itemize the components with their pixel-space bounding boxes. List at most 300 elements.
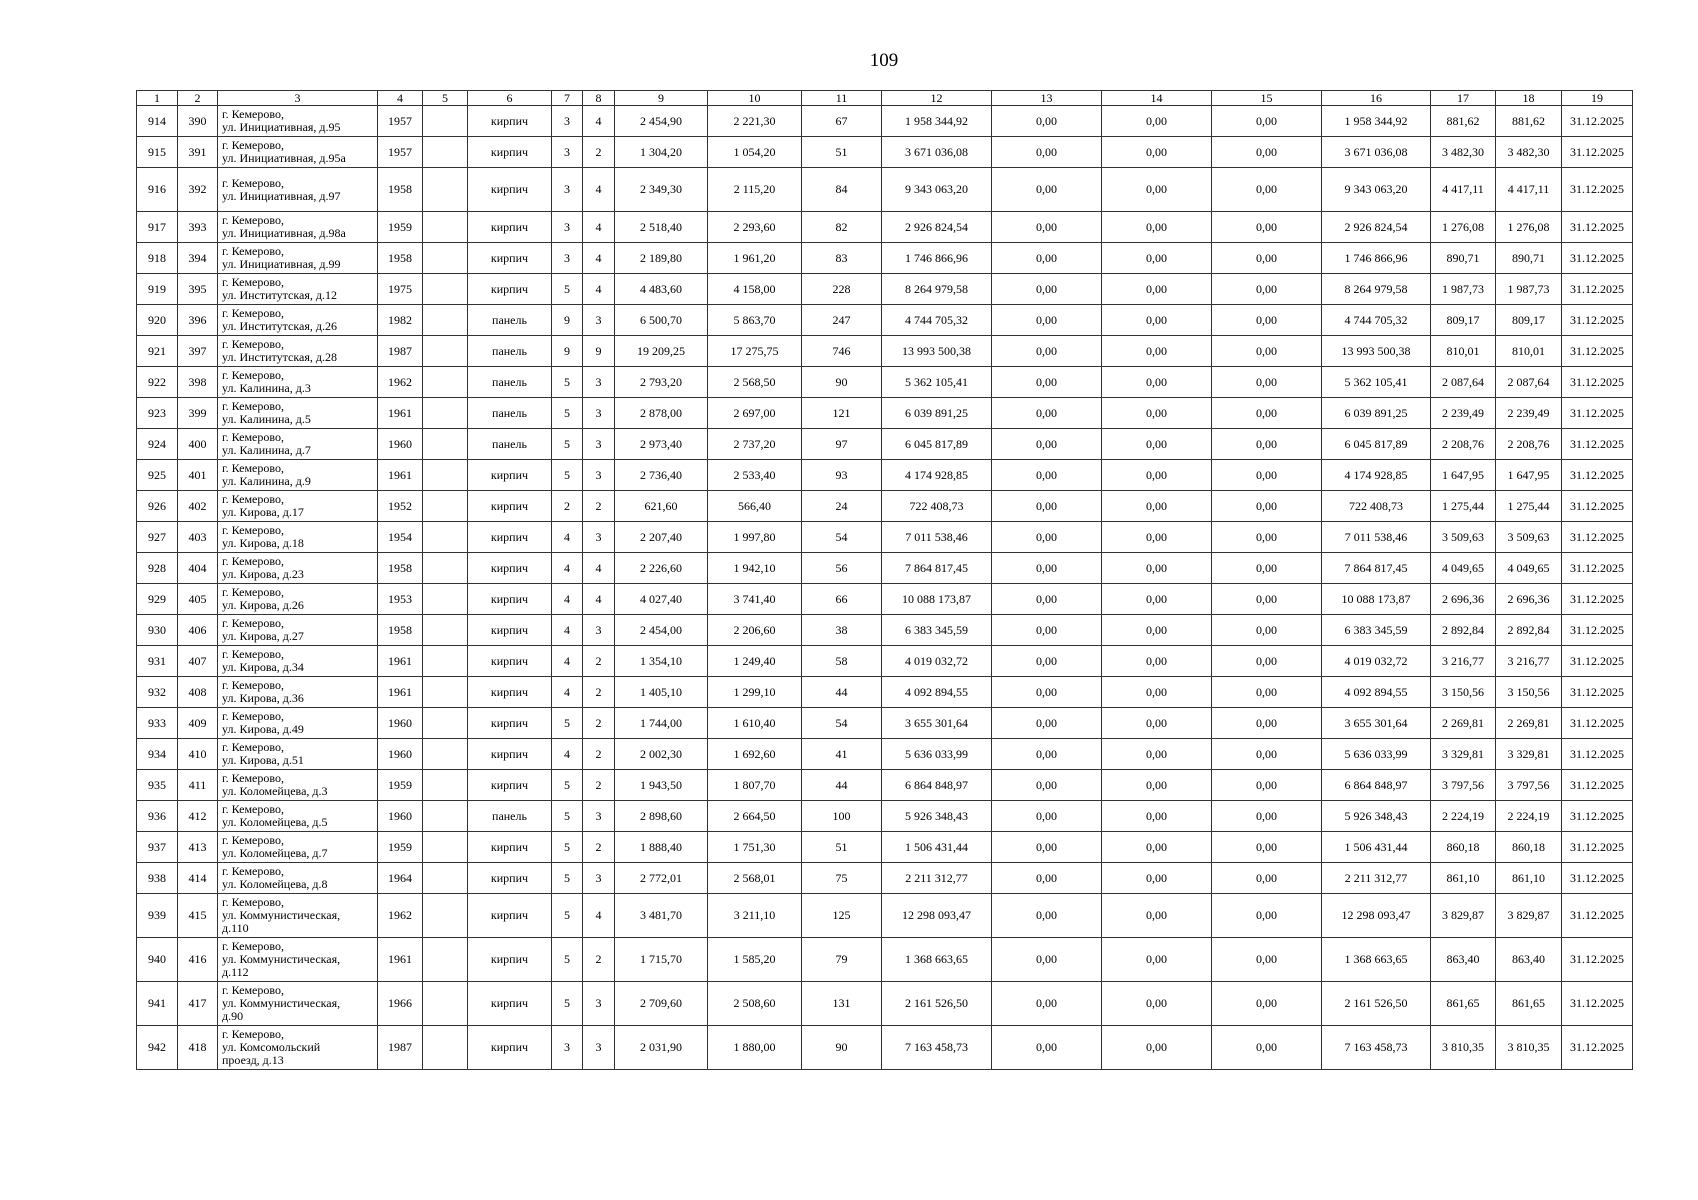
cell-cost-owners: 7 163 458,73 — [1322, 1026, 1431, 1070]
cell-item-id: 413 — [178, 832, 218, 863]
cell-address — [218, 832, 378, 863]
cell-wall-material: кирпич — [468, 770, 552, 801]
cell-year-built: 1962 — [378, 367, 423, 398]
table-row — [137, 137, 1633, 168]
cell-total-area: 2 454,00 — [615, 615, 708, 646]
cell-wall-material: кирпич — [468, 863, 552, 894]
column-header-6: 6 — [468, 91, 552, 106]
cell-cost-federal: 0,00 — [992, 708, 1102, 739]
cell-wall-material: кирпич — [468, 832, 552, 863]
cell-wall-material: кирпич — [468, 938, 552, 982]
cell-limit-per-sqm: 890,71 — [1496, 243, 1562, 274]
column-header-14: 14 — [1102, 91, 1212, 106]
cell-deadline: 31.12.2025 — [1562, 553, 1633, 584]
cell-row-number: 919 — [137, 274, 178, 305]
cell-living-area: 1 585,20 — [708, 938, 802, 982]
address-city: г. Кемерово, — [222, 771, 284, 785]
cell-entrances: 9 — [583, 336, 615, 367]
cell-residents: 84 — [802, 168, 882, 212]
cell-entrances: 3 — [583, 615, 615, 646]
table-row — [137, 429, 1633, 460]
cell-item-id: 408 — [178, 677, 218, 708]
cell-residents: 44 — [802, 677, 882, 708]
cell-residents: 66 — [802, 584, 882, 615]
cell-year-built: 1959 — [378, 770, 423, 801]
cell-cost-owners: 2 161 526,50 — [1322, 982, 1431, 1026]
cell-wall-material: кирпич — [468, 491, 552, 522]
cell-cost-per-sqm: 890,71 — [1431, 243, 1496, 274]
cell-address — [218, 336, 378, 367]
cell-cost-owners: 3 655 301,64 — [1322, 708, 1431, 739]
cell-deadline: 31.12.2025 — [1562, 708, 1633, 739]
cell-deadline: 31.12.2025 — [1562, 863, 1633, 894]
cell-cost-total: 1 958 344,92 — [882, 106, 992, 137]
cell-year-built: 1961 — [378, 938, 423, 982]
cell-col-5 — [423, 106, 468, 137]
cell-cost-local: 0,00 — [1212, 212, 1322, 243]
cell-cost-owners: 5 926 348,43 — [1322, 801, 1431, 832]
table-row — [137, 615, 1633, 646]
table-row — [137, 708, 1633, 739]
cell-col-5 — [423, 367, 468, 398]
cell-address — [218, 1026, 378, 1070]
cell-floors: 3 — [552, 212, 583, 243]
cell-residents: 83 — [802, 243, 882, 274]
cell-cost-per-sqm: 861,65 — [1431, 982, 1496, 1026]
cell-cost-owners: 5 362 105,41 — [1322, 367, 1431, 398]
cell-cost-per-sqm: 810,01 — [1431, 336, 1496, 367]
cell-cost-local: 0,00 — [1212, 522, 1322, 553]
address-street2: д.110 — [222, 921, 249, 935]
cell-deadline: 31.12.2025 — [1562, 212, 1633, 243]
cell-entrances: 3 — [583, 429, 615, 460]
cell-limit-per-sqm: 809,17 — [1496, 305, 1562, 336]
cell-total-area: 1 405,10 — [615, 677, 708, 708]
cell-cost-per-sqm: 3 509,63 — [1431, 522, 1496, 553]
cell-cost-per-sqm: 1 987,73 — [1431, 274, 1496, 305]
cell-total-area: 2 226,60 — [615, 553, 708, 584]
cell-total-area: 2 772,01 — [615, 863, 708, 894]
address-street2: д.90 — [222, 1009, 244, 1023]
cell-cost-owners: 4 019 032,72 — [1322, 646, 1431, 677]
address-street: ул. Кирова, д.27 — [222, 629, 304, 643]
cell-cost-owners: 2 926 824,54 — [1322, 212, 1431, 243]
cell-total-area: 6 500,70 — [615, 305, 708, 336]
cell-row-number: 923 — [137, 398, 178, 429]
cell-year-built: 1959 — [378, 832, 423, 863]
cell-item-id: 410 — [178, 739, 218, 770]
cell-limit-per-sqm: 2 208,76 — [1496, 429, 1562, 460]
cell-living-area: 1 942,10 — [708, 553, 802, 584]
cell-address — [218, 770, 378, 801]
cell-wall-material: кирпич — [468, 243, 552, 274]
cell-deadline: 31.12.2025 — [1562, 491, 1633, 522]
cell-cost-owners: 3 671 036,08 — [1322, 137, 1431, 168]
cell-wall-material: кирпич — [468, 553, 552, 584]
cell-residents: 131 — [802, 982, 882, 1026]
table-row — [137, 894, 1633, 938]
cell-cost-federal: 0,00 — [992, 584, 1102, 615]
cell-cost-owners: 2 211 312,77 — [1322, 863, 1431, 894]
cell-limit-per-sqm: 810,01 — [1496, 336, 1562, 367]
cell-residents: 93 — [802, 460, 882, 491]
cell-col-5 — [423, 708, 468, 739]
cell-cost-per-sqm: 4 417,11 — [1431, 168, 1496, 212]
cell-wall-material: кирпич — [468, 137, 552, 168]
cell-limit-per-sqm: 3 509,63 — [1496, 522, 1562, 553]
address-street: ул. Институтская, д.26 — [222, 319, 337, 333]
cell-cost-regional: 0,00 — [1102, 770, 1212, 801]
column-header-12: 12 — [882, 91, 992, 106]
cell-col-5 — [423, 305, 468, 336]
cell-cost-total: 7 163 458,73 — [882, 1026, 992, 1070]
cell-cost-local: 0,00 — [1212, 584, 1322, 615]
cell-year-built: 1958 — [378, 243, 423, 274]
address-street: ул. Кирова, д.34 — [222, 660, 304, 674]
cell-col-5 — [423, 584, 468, 615]
cell-deadline: 31.12.2025 — [1562, 646, 1633, 677]
cell-limit-per-sqm: 3 329,81 — [1496, 739, 1562, 770]
cell-total-area: 2 736,40 — [615, 460, 708, 491]
cell-cost-local: 0,00 — [1212, 1026, 1322, 1070]
cell-cost-local: 0,00 — [1212, 894, 1322, 938]
cell-cost-federal: 0,00 — [992, 646, 1102, 677]
cell-cost-local: 0,00 — [1212, 460, 1322, 491]
cell-limit-per-sqm: 4 417,11 — [1496, 168, 1562, 212]
cell-wall-material: кирпич — [468, 615, 552, 646]
cell-wall-material: кирпич — [468, 106, 552, 137]
cell-col-5 — [423, 1026, 468, 1070]
cell-year-built: 1958 — [378, 168, 423, 212]
cell-residents: 54 — [802, 522, 882, 553]
cell-item-id: 417 — [178, 982, 218, 1026]
column-header-1: 1 — [137, 91, 178, 106]
cell-address — [218, 584, 378, 615]
cell-col-5 — [423, 274, 468, 305]
cell-residents: 121 — [802, 398, 882, 429]
address-street: ул. Калинина, д.7 — [222, 443, 311, 457]
cell-total-area: 4 027,40 — [615, 584, 708, 615]
cell-row-number: 917 — [137, 212, 178, 243]
address-city: г. Кемерово, — [222, 523, 284, 537]
address-street: ул. Коммунистическая, — [222, 996, 341, 1010]
cell-cost-local: 0,00 — [1212, 398, 1322, 429]
cell-row-number: 915 — [137, 137, 178, 168]
cell-deadline: 31.12.2025 — [1562, 305, 1633, 336]
cell-cost-federal: 0,00 — [992, 168, 1102, 212]
cell-row-number: 918 — [137, 243, 178, 274]
cell-wall-material: панель — [468, 801, 552, 832]
cell-col-5 — [423, 938, 468, 982]
cell-entrances: 2 — [583, 708, 615, 739]
column-header-13: 13 — [992, 91, 1102, 106]
cell-cost-local: 0,00 — [1212, 336, 1322, 367]
table-body — [137, 106, 1633, 1070]
column-header-19: 19 — [1562, 91, 1633, 106]
cell-year-built: 1987 — [378, 1026, 423, 1070]
cell-item-id: 409 — [178, 708, 218, 739]
cell-living-area: 2 293,60 — [708, 212, 802, 243]
cell-residents: 38 — [802, 615, 882, 646]
cell-residents: 58 — [802, 646, 882, 677]
address-city: г. Кемерово, — [222, 616, 284, 630]
cell-cost-total: 7 011 538,46 — [882, 522, 992, 553]
cell-cost-per-sqm: 1 276,08 — [1431, 212, 1496, 243]
address-city: г. Кемерово, — [222, 939, 284, 953]
cell-cost-local: 0,00 — [1212, 367, 1322, 398]
cell-item-id: 398 — [178, 367, 218, 398]
cell-cost-per-sqm: 2 892,84 — [1431, 615, 1496, 646]
cell-residents: 90 — [802, 367, 882, 398]
cell-living-area: 2 737,20 — [708, 429, 802, 460]
cell-cost-regional: 0,00 — [1102, 615, 1212, 646]
cell-address — [218, 894, 378, 938]
cell-cost-local: 0,00 — [1212, 491, 1322, 522]
cell-wall-material: панель — [468, 336, 552, 367]
cell-floors: 4 — [552, 553, 583, 584]
cell-wall-material: кирпич — [468, 708, 552, 739]
cell-cost-regional: 0,00 — [1102, 367, 1212, 398]
cell-entrances: 2 — [583, 137, 615, 168]
cell-floors: 5 — [552, 832, 583, 863]
cell-living-area: 1 751,30 — [708, 832, 802, 863]
cell-cost-per-sqm: 1 275,44 — [1431, 491, 1496, 522]
table-row — [137, 739, 1633, 770]
cell-cost-per-sqm: 2 087,64 — [1431, 367, 1496, 398]
cell-cost-owners: 1 958 344,92 — [1322, 106, 1431, 137]
cell-entrances: 3 — [583, 1026, 615, 1070]
cell-total-area: 2 793,20 — [615, 367, 708, 398]
cell-item-id: 402 — [178, 491, 218, 522]
cell-cost-regional: 0,00 — [1102, 212, 1212, 243]
cell-deadline: 31.12.2025 — [1562, 243, 1633, 274]
cell-col-5 — [423, 491, 468, 522]
cell-cost-total: 6 383 345,59 — [882, 615, 992, 646]
address-street2: проезд, д.13 — [222, 1053, 284, 1067]
cell-total-area: 4 483,60 — [615, 274, 708, 305]
table-row — [137, 212, 1633, 243]
cell-floors: 5 — [552, 367, 583, 398]
cell-row-number: 916 — [137, 168, 178, 212]
cell-total-area: 3 481,70 — [615, 894, 708, 938]
cell-limit-per-sqm: 2 269,81 — [1496, 708, 1562, 739]
table-row — [137, 982, 1633, 1026]
table-row — [137, 677, 1633, 708]
cell-total-area: 2 454,90 — [615, 106, 708, 137]
address-city: г. Кемерово, — [222, 368, 284, 382]
address-city: г. Кемерово, — [222, 399, 284, 413]
cell-entrances: 3 — [583, 522, 615, 553]
address-city: г. Кемерово, — [222, 337, 284, 351]
cell-cost-owners: 10 088 173,87 — [1322, 584, 1431, 615]
cell-row-number: 928 — [137, 553, 178, 584]
cell-item-id: 411 — [178, 770, 218, 801]
cell-wall-material: кирпич — [468, 646, 552, 677]
address-street: ул. Коломейцева, д.8 — [222, 877, 328, 891]
cell-row-number: 914 — [137, 106, 178, 137]
address-city: г. Кемерово, — [222, 306, 284, 320]
cell-residents: 90 — [802, 1026, 882, 1070]
table-row — [137, 646, 1633, 677]
cell-item-id: 400 — [178, 429, 218, 460]
cell-address — [218, 863, 378, 894]
cell-deadline: 31.12.2025 — [1562, 429, 1633, 460]
table-row — [137, 553, 1633, 584]
cell-floors: 5 — [552, 274, 583, 305]
cell-row-number: 935 — [137, 770, 178, 801]
cell-living-area: 2 115,20 — [708, 168, 802, 212]
cell-row-number: 931 — [137, 646, 178, 677]
cell-cost-owners: 6 383 345,59 — [1322, 615, 1431, 646]
cell-entrances: 3 — [583, 863, 615, 894]
cell-col-5 — [423, 739, 468, 770]
cell-cost-federal: 0,00 — [992, 894, 1102, 938]
cell-item-id: 396 — [178, 305, 218, 336]
cell-cost-per-sqm: 2 224,19 — [1431, 801, 1496, 832]
cell-cost-owners: 6 045 817,89 — [1322, 429, 1431, 460]
cell-address — [218, 938, 378, 982]
cell-floors: 5 — [552, 938, 583, 982]
cell-year-built: 1982 — [378, 305, 423, 336]
cell-cost-regional: 0,00 — [1102, 982, 1212, 1026]
cell-address — [218, 367, 378, 398]
cell-address — [218, 460, 378, 491]
cell-living-area: 2 697,00 — [708, 398, 802, 429]
cell-cost-federal: 0,00 — [992, 367, 1102, 398]
cell-address — [218, 708, 378, 739]
cell-item-id: 391 — [178, 137, 218, 168]
cell-item-id: 418 — [178, 1026, 218, 1070]
column-header-10: 10 — [708, 91, 802, 106]
cell-item-id: 414 — [178, 863, 218, 894]
cell-residents: 228 — [802, 274, 882, 305]
cell-year-built: 1964 — [378, 863, 423, 894]
cell-cost-per-sqm: 2 696,36 — [1431, 584, 1496, 615]
cell-floors: 4 — [552, 739, 583, 770]
cell-residents: 51 — [802, 832, 882, 863]
cell-floors: 5 — [552, 894, 583, 938]
cell-living-area: 2 508,60 — [708, 982, 802, 1026]
cell-cost-owners: 9 343 063,20 — [1322, 168, 1431, 212]
cell-item-id: 412 — [178, 801, 218, 832]
cell-cost-owners: 7 864 817,45 — [1322, 553, 1431, 584]
cell-cost-total: 5 362 105,41 — [882, 367, 992, 398]
cell-deadline: 31.12.2025 — [1562, 894, 1633, 938]
cell-limit-per-sqm: 861,65 — [1496, 982, 1562, 1026]
cell-address — [218, 398, 378, 429]
cell-wall-material: панель — [468, 305, 552, 336]
cell-deadline: 31.12.2025 — [1562, 832, 1633, 863]
cell-cost-federal: 0,00 — [992, 522, 1102, 553]
cell-entrances: 4 — [583, 553, 615, 584]
cell-living-area: 4 158,00 — [708, 274, 802, 305]
cell-floors: 9 — [552, 305, 583, 336]
cell-floors: 4 — [552, 522, 583, 553]
cell-entrances: 3 — [583, 367, 615, 398]
cell-cost-local: 0,00 — [1212, 553, 1322, 584]
address-city: г. Кемерово, — [222, 709, 284, 723]
cell-limit-per-sqm: 3 829,87 — [1496, 894, 1562, 938]
cell-wall-material: кирпич — [468, 460, 552, 491]
cell-limit-per-sqm: 860,18 — [1496, 832, 1562, 863]
column-header-11: 11 — [802, 91, 882, 106]
address-street: ул. Коммунистическая, — [222, 908, 341, 922]
cell-total-area: 19 209,25 — [615, 336, 708, 367]
table-row — [137, 460, 1633, 491]
cell-year-built: 1960 — [378, 429, 423, 460]
cell-residents: 67 — [802, 106, 882, 137]
cell-year-built: 1957 — [378, 106, 423, 137]
cell-col-5 — [423, 615, 468, 646]
cell-residents: 75 — [802, 863, 882, 894]
column-header-17: 17 — [1431, 91, 1496, 106]
cell-cost-per-sqm: 3 329,81 — [1431, 739, 1496, 770]
cell-limit-per-sqm: 2 239,49 — [1496, 398, 1562, 429]
cell-living-area: 1 880,00 — [708, 1026, 802, 1070]
cell-cost-local: 0,00 — [1212, 708, 1322, 739]
cell-entrances: 3 — [583, 982, 615, 1026]
cell-cost-per-sqm: 3 810,35 — [1431, 1026, 1496, 1070]
cell-deadline: 31.12.2025 — [1562, 106, 1633, 137]
cell-cost-per-sqm: 2 239,49 — [1431, 398, 1496, 429]
cell-total-area: 1 304,20 — [615, 137, 708, 168]
cell-col-5 — [423, 770, 468, 801]
cell-col-5 — [423, 522, 468, 553]
cell-cost-total: 3 671 036,08 — [882, 137, 992, 168]
cell-deadline: 31.12.2025 — [1562, 677, 1633, 708]
cell-cost-regional: 0,00 — [1102, 646, 1212, 677]
cell-cost-local: 0,00 — [1212, 243, 1322, 274]
cell-limit-per-sqm: 3 797,56 — [1496, 770, 1562, 801]
cell-cost-total: 5 636 033,99 — [882, 739, 992, 770]
address-street: ул. Коммунистическая, — [222, 952, 341, 966]
cell-deadline: 31.12.2025 — [1562, 398, 1633, 429]
address-city: г. Кемерово, — [222, 554, 284, 568]
cell-item-id: 401 — [178, 460, 218, 491]
address-city: г. Кемерово, — [222, 864, 284, 878]
cell-address — [218, 429, 378, 460]
cell-floors: 3 — [552, 243, 583, 274]
address-street: ул. Кирова, д.26 — [222, 598, 304, 612]
cell-cost-regional: 0,00 — [1102, 553, 1212, 584]
cell-cost-owners: 6 039 891,25 — [1322, 398, 1431, 429]
cell-row-number: 939 — [137, 894, 178, 938]
cell-address — [218, 646, 378, 677]
cell-cost-local: 0,00 — [1212, 646, 1322, 677]
table-row — [137, 1026, 1633, 1070]
cell-living-area: 17 275,75 — [708, 336, 802, 367]
column-header-4: 4 — [378, 91, 423, 106]
address-city: г. Кемерово, — [222, 275, 284, 289]
cell-cost-per-sqm: 863,40 — [1431, 938, 1496, 982]
address-street2: д.112 — [222, 965, 249, 979]
cell-cost-regional: 0,00 — [1102, 584, 1212, 615]
cell-address — [218, 553, 378, 584]
cell-address — [218, 212, 378, 243]
cell-limit-per-sqm: 2 696,36 — [1496, 584, 1562, 615]
address-street: ул. Коломейцева, д.5 — [222, 815, 328, 829]
cell-cost-total: 10 088 173,87 — [882, 584, 992, 615]
cell-total-area: 2 189,80 — [615, 243, 708, 274]
column-header-9: 9 — [615, 91, 708, 106]
address-street: ул. Инициативная, д.99 — [222, 257, 341, 271]
cell-address — [218, 801, 378, 832]
cell-cost-federal: 0,00 — [992, 677, 1102, 708]
cell-wall-material: кирпич — [468, 522, 552, 553]
cell-total-area: 621,60 — [615, 491, 708, 522]
cell-cost-federal: 0,00 — [992, 305, 1102, 336]
cell-cost-per-sqm: 809,17 — [1431, 305, 1496, 336]
